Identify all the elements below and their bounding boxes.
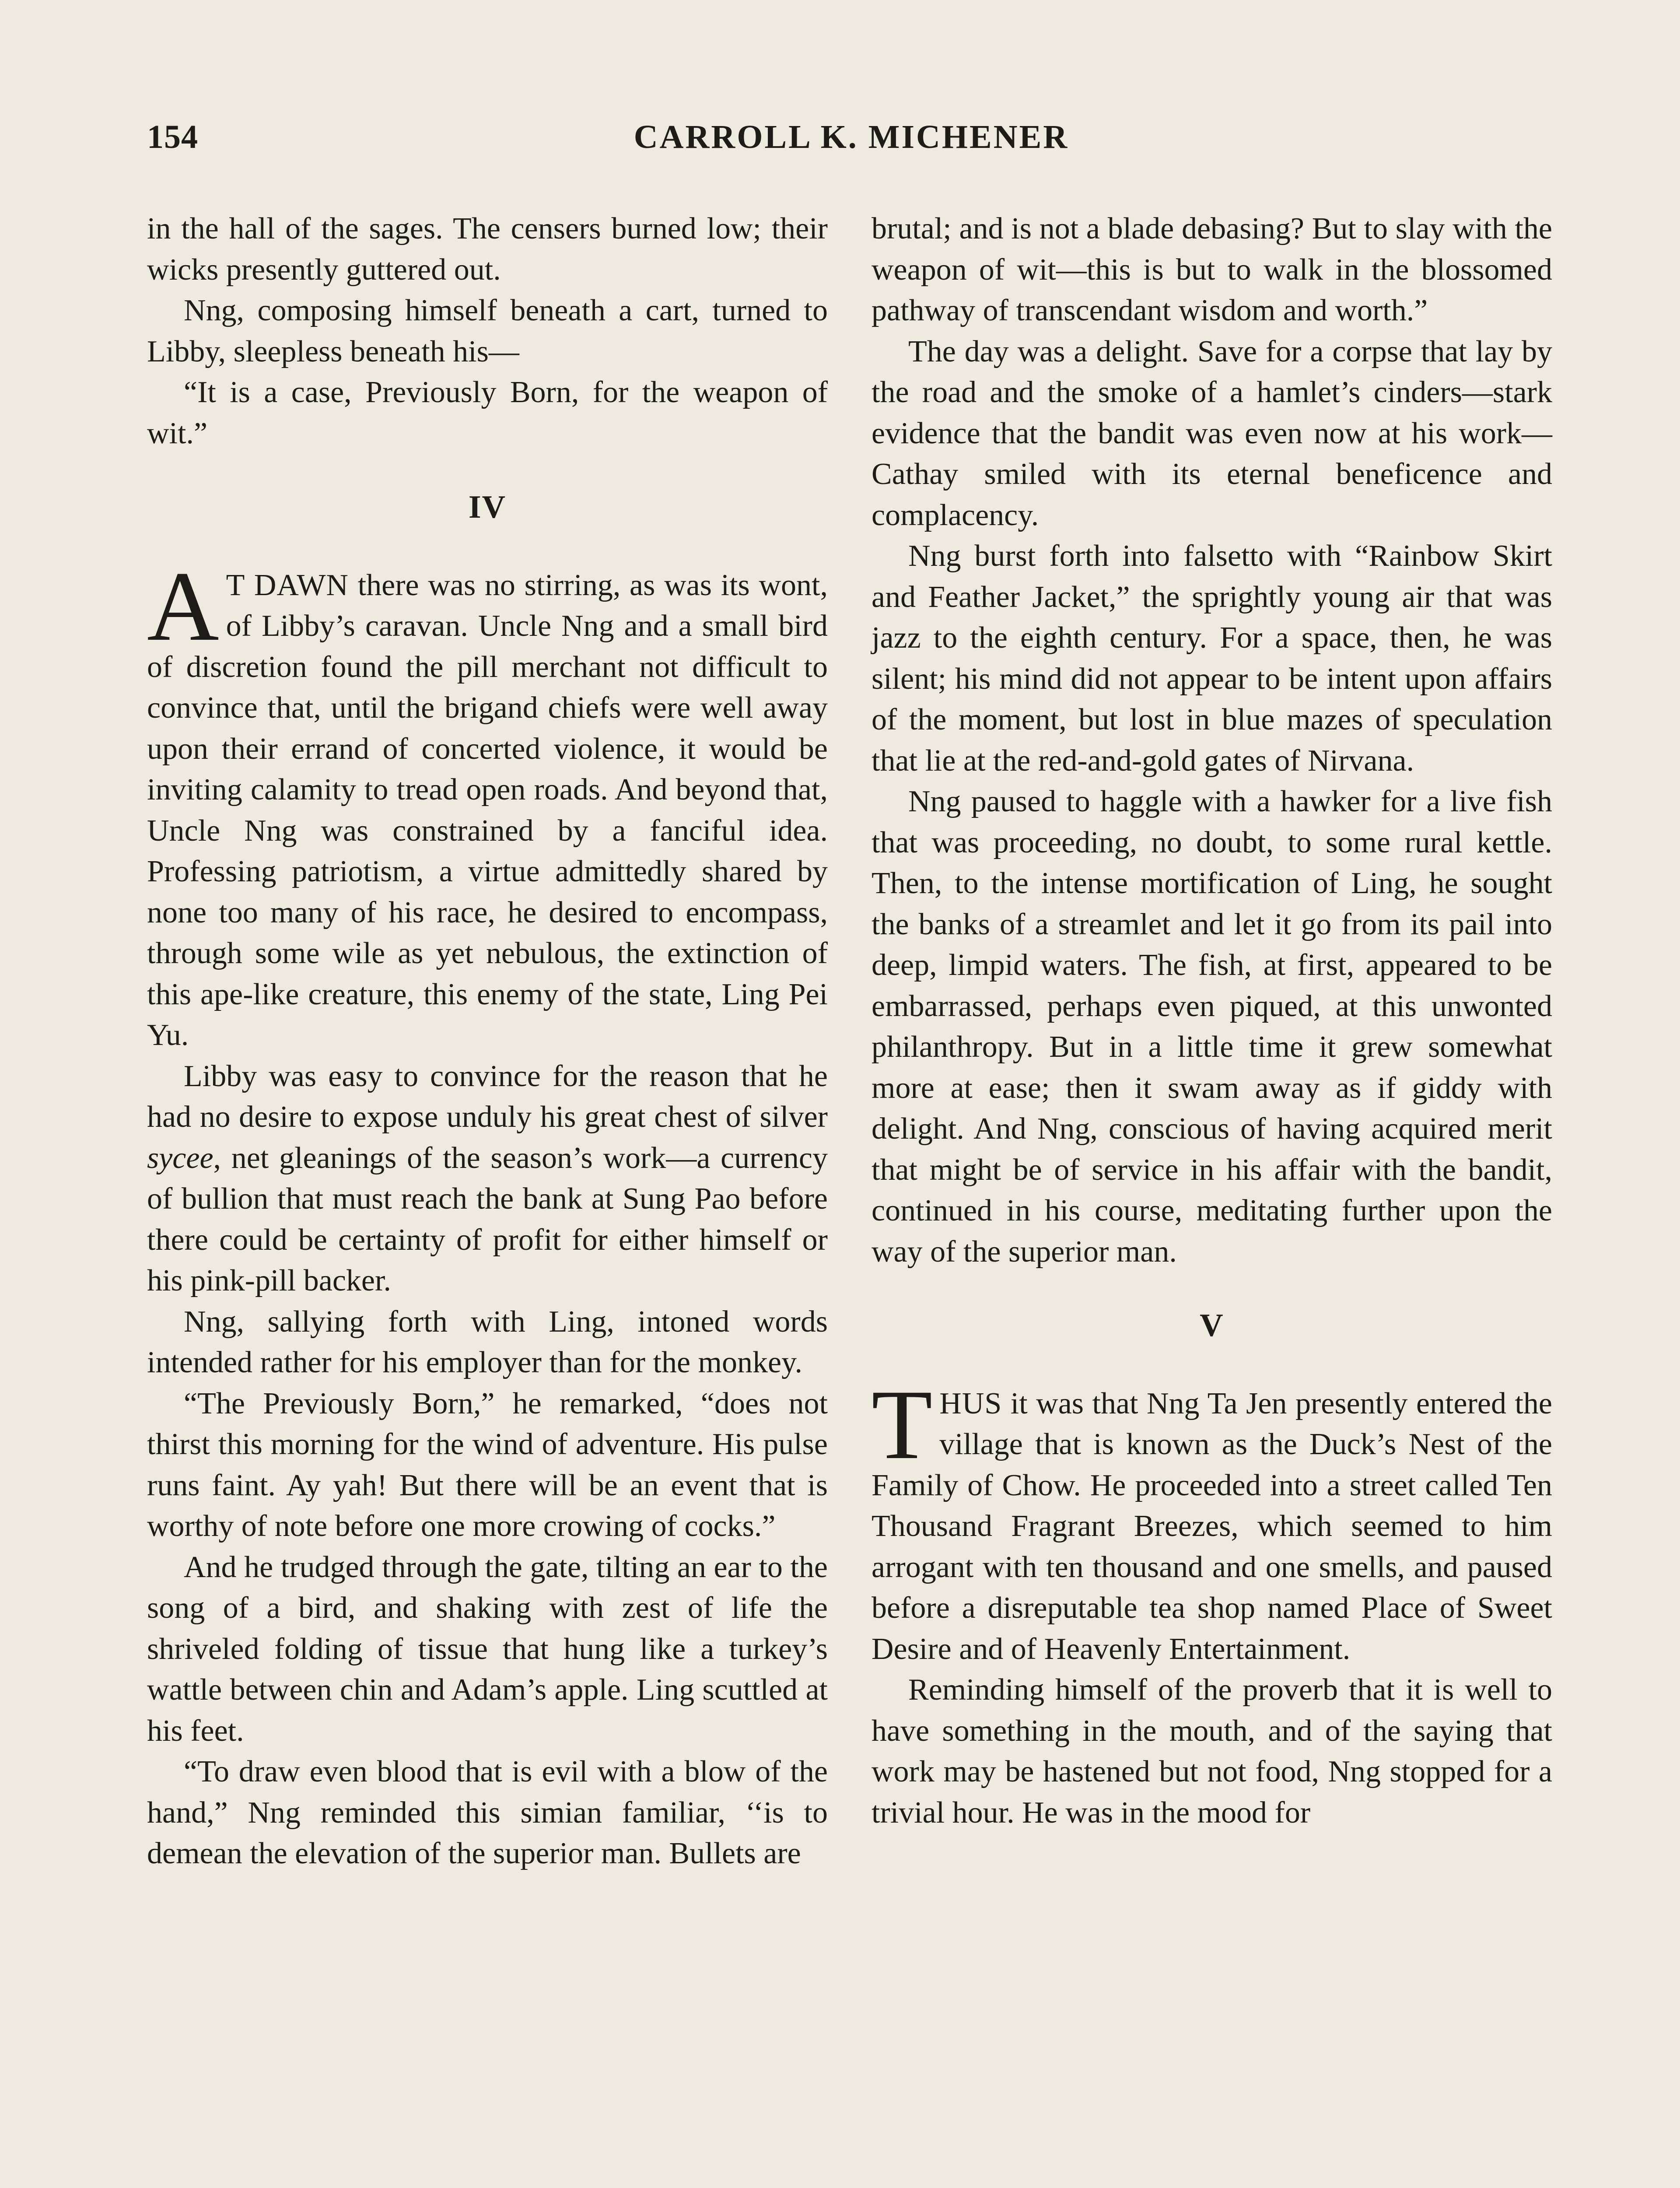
paragraph: Nng, sallying forth with Ling, intoned words intended rather for his employer than for the monkey. [147, 1304, 828, 1379]
small-caps-lead: HUS [939, 1386, 1002, 1420]
paragraph: “The Previously Born,” he remarked, “does not thirst this morning for the wind of adventure. His pulse runs faint. Ay yah! But there will be an event that is worthy of note before one more crowing of cocks.” [147, 1386, 828, 1543]
paragraph: Nng burst forth into falsetto with “Rainbow Skirt and Feather Jacket,” the sprightly young air that was jazz to the eighth century. For a space, then, he was silent; his mind did not appear to be intent upon affairs of the moment, but lost in blue mazes of speculation that lie at the red-and-gold gates of Nirvana. [872, 539, 1552, 778]
paragraph-text: , net gleanings of the season’s work—a currency of bullion that must reach the bank at Sung Pao before there could be certainty of profit for either himself or his pink-pill backer. [147, 1141, 828, 1297]
paragraph: Reminding himself of the proverb that it is well to have something in the mouth, and of the saying that work may be hastened but not food, Nng stopped for a trivial hour. He was in the mood for [872, 1673, 1552, 1830]
paragraph: in the hall of the sages. The censers burned low; their wicks presently guttered out. [147, 212, 828, 287]
left-column [147, 208, 828, 1874]
section-heading-iv: IV [468, 489, 507, 525]
drop-cap: A [147, 551, 219, 662]
page-number: 154 [147, 119, 198, 155]
paragraph-text: there was no stirring, as was its wont, of Libby’s caravan. Uncle Nng and a small bird of discretion found the pill merchant not difficult to convince that, until the brigand chiefs were well away upon their errand of concerted violence, it would be inviting calamity to tread open roads. And beyond that, Uncle Nng was constrained by a fanciful idea. Professing patriotism, a virtue admittedly shared by none too many of his race, he desired to encompass, through some wile as yet nebulous, the extinction of this ape-like creature, this enemy of the state, Ling Pei Yu. [147, 568, 828, 1052]
paragraph: Nng, composing himself beneath a cart, turned to Libby, sleepless beneath his— [147, 294, 828, 368]
section-heading-v: V [1200, 1308, 1224, 1343]
small-caps-lead: T DAWN [226, 568, 349, 602]
right-column [872, 208, 1552, 1833]
paragraph: And he trudged through the gate, tilting an ear to the song of a bird, and shaking with zest of life the shriveled folding of tissue that hung like a turkey’s wattle between chin and Adam’s apple. Ling scuttled at his feet. [147, 1550, 828, 1748]
paragraph: “It is a case, Previously Born, for the weapon of wit.” [147, 375, 828, 450]
paragraph-dropcap [147, 551, 828, 1056]
paragraph: brutal; and is not a blade debasing? But to slay with the weapon of wit—this is but to walk in the blossomed pathway of transcendant wisdom and worth.” [872, 212, 1552, 327]
paragraph-text: Libby was easy to convince for the reason that he had no desire to expose unduly his great chest of silver [147, 1059, 828, 1134]
paragraph: The day was a delight. Save for a corpse that lay by the road and the smoke of a hamlet’s cinders—stark evidence that the bandit was even now at his work—Cathay smiled with its eternal beneficence and complacency. [872, 334, 1552, 532]
running-head: CARROLL K. MICHENER [634, 119, 1069, 155]
drop-cap: T [872, 1369, 933, 1480]
paragraph [147, 1056, 828, 1301]
page-header [147, 118, 1556, 166]
paragraph: Nng paused to haggle with a hawker for a live fish that was proceeding, no doubt, to some rural kettle. Then, to the intense mortification of Ling, he sought the banks of a streamlet and let it go from its pail into deep, limpid waters. The fish, at first, appeared to be embarrassed, perhaps even piqued, at this unwonted philanthropy. But in a little time it grew somewhat more at ease; then it swam away as if giddy with delight. And Nng, conscious of having acquired merit that might be of service in his affair with the bandit, continued in his course, meditating further upon the way of the superior man. [872, 785, 1552, 1269]
paragraph: “To draw even blood that is evil with a blow of the hand,” Nng reminded this simian familiar, ‘‘is to demean the elevation of the superior man. Bullets are [147, 1755, 828, 1870]
paragraph-dropcap [872, 1369, 1552, 1670]
italic-term: sycee [147, 1141, 214, 1175]
paragraph-text: it was that Nng Ta Jen presently entered the village that is known as the Duck’s Nest of the Family of Chow. He proceeded into a street called Ten Thousand Fragrant Breezes, which seemed to him arrogant with ten thousand and one smells, and paused before a disreputable tea shop named Place of Sweet Desire and of Heavenly Entertainment. [872, 1386, 1552, 1666]
